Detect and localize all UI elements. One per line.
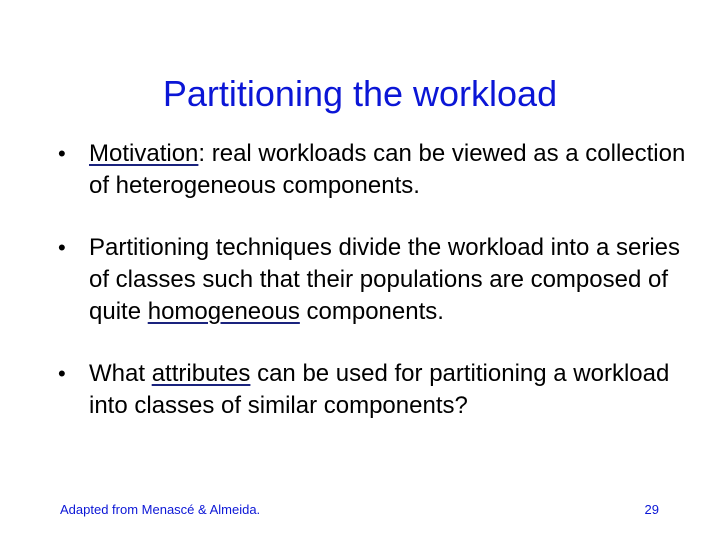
slide-title: Partitioning the workload xyxy=(162,73,558,114)
bullet-item-motivation xyxy=(58,138,698,202)
page-number: 29 xyxy=(644,502,659,517)
bullet-text: What xyxy=(89,360,152,387)
homogeneous-term: homogeneous xyxy=(147,298,300,325)
bullet-item-attributes xyxy=(58,358,698,422)
bullet-text-end: can be used for partitioning a workload into classes of similar components? xyxy=(89,360,670,419)
bullet-marker: • xyxy=(58,235,66,260)
bullet-list xyxy=(58,138,698,452)
bullet-text-end: components. xyxy=(299,298,444,325)
bullet-marker: • xyxy=(58,141,66,166)
motivation-term: Motivation xyxy=(89,140,199,167)
attributes-term: attributes xyxy=(151,360,251,387)
bullet-marker: • xyxy=(58,361,66,386)
bullet-item-partitioning xyxy=(58,232,698,328)
bullet-text: Partitioning techniques divide the workload into a series of classes such that their populations are composed of quite xyxy=(89,234,681,325)
footer-credit: Adapted from Menascé & Almeida. xyxy=(60,502,261,517)
bullet-text: : real workloads can be viewed as a collection of heterogeneous components. xyxy=(89,140,686,199)
